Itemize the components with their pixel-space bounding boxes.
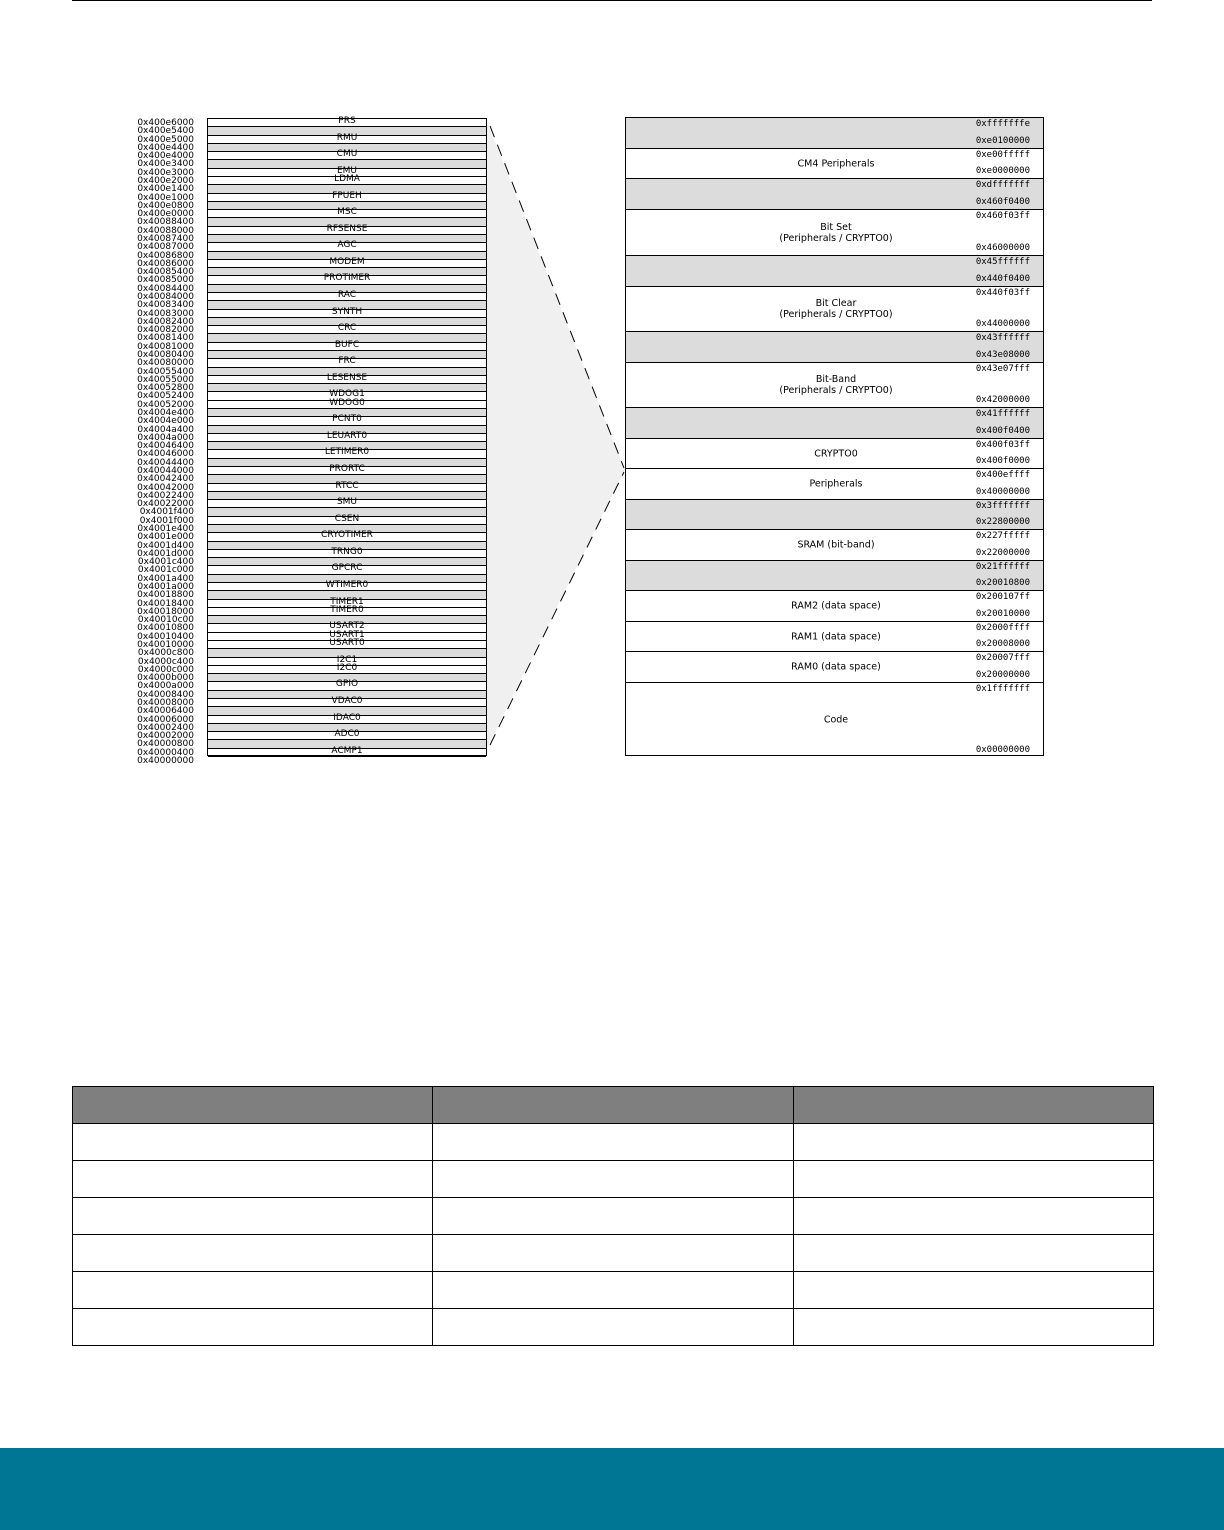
memory-region [626, 363, 1043, 408]
peripheral-address-label: 0x40018400 [137, 598, 194, 609]
memory-top-address: 0x400f03ff [975, 440, 1030, 450]
memory-bottom-address: 0x22800000 [975, 517, 1030, 527]
memory-region-label-line: SRAM (bit-band) [797, 539, 875, 551]
peripheral-label: VDAC0 [331, 696, 363, 706]
peripheral-address-label: 0x4001f400 [139, 507, 194, 518]
peripheral-address-label: 0x40086800 [137, 250, 194, 261]
memory-region-label-line: (Peripherals / CRYPTO0) [779, 309, 893, 320]
peripheral-address-label: 0x400e0000 [137, 209, 194, 220]
memory-top-address: 0x3fffffff [975, 501, 1030, 511]
peripheral-label: LETIMER0 [324, 447, 370, 458]
peripheral-label: USART1 [329, 629, 365, 640]
peripheral-label: RMU [336, 132, 358, 143]
peripheral-address-label: 0x40010800 [137, 623, 194, 634]
peripheral-address-label: 0x4004a400 [137, 424, 194, 435]
memory-gap [626, 179, 1043, 210]
memory-bottom-address: 0x00000000 [975, 745, 1030, 755]
memory-bottom-address: 0x42000000 [975, 395, 1030, 405]
memory-bottom-address: 0x20000000 [975, 670, 1030, 680]
memory-top-address: 0x200107ff [975, 592, 1030, 602]
memory-region [626, 591, 1043, 622]
table-cell [433, 1198, 794, 1235]
memory-region-label-line: Bit Clear [815, 298, 857, 309]
peripheral-address-label: 0x40044000 [137, 466, 194, 476]
peripheral-address-label: 0x40088400 [137, 217, 194, 228]
register-table [72, 1086, 1154, 1346]
peripheral-address-label: 0x40081000 [137, 341, 194, 352]
memory-region-label-line: CRYPTO0 [814, 448, 858, 459]
memory-bottom-address: 0x400f0400 [975, 426, 1030, 436]
peripheral-label: SYNTH [331, 306, 363, 317]
peripheral-label: GPCRC [331, 563, 363, 574]
table-cell [73, 1235, 433, 1272]
memory-bottom-address: 0xe0000000 [975, 166, 1030, 176]
memory-region-label-line: Bit Set [820, 221, 852, 233]
peripheral-address-label: 0x40042400 [137, 474, 194, 485]
peripheral-address-label: 0x40044400 [137, 457, 194, 468]
peripheral-address-label: 0x40018800 [137, 590, 194, 601]
memory-top-address: 0x21ffffff [975, 562, 1030, 572]
peripheral-address-label: 0x40087400 [137, 234, 194, 244]
peripheral-address-label: 0x4000c400 [137, 656, 194, 667]
footer-band [0, 1448, 1224, 1530]
peripheral-address-label: 0x400e3400 [137, 159, 194, 170]
peripheral-address-label: 0x4001a000 [137, 582, 194, 592]
system-memory-map [625, 117, 1044, 756]
peripheral-label: WDOG1 [329, 389, 365, 400]
peripheral-label: RFSENSE [326, 223, 368, 234]
peripheral-address-label: 0x40022400 [137, 490, 194, 501]
peripheral-address-label: 0x40082000 [137, 325, 194, 336]
peripheral-label: MSC [337, 207, 357, 218]
table-header-cell [794, 1087, 1154, 1124]
memory-gap [626, 256, 1043, 287]
memory-region-label-line: (Peripherals / CRYPTO0) [779, 232, 893, 244]
memory-region-label [626, 298, 1046, 320]
memory-top-address: 0x20007fff [975, 653, 1030, 663]
peripheral-label: PRS [338, 116, 356, 126]
peripheral-label: I2C1 [336, 654, 358, 665]
peripheral-address-label: 0x4001e400 [137, 524, 194, 534]
table-cell [794, 1124, 1154, 1161]
memory-region-label-line: Bit-Band [815, 374, 857, 385]
memory-bottom-address: 0x20008000 [975, 639, 1030, 649]
peripheral-address-label: 0x40080400 [137, 350, 194, 360]
memory-top-address: 0xe00fffff [975, 150, 1030, 160]
peripheral-address-label: 0x4001d000 [137, 548, 194, 559]
table-cell [794, 1198, 1154, 1235]
peripheral-label: ADC0 [334, 729, 360, 740]
peripheral-address-label: 0x40052000 [137, 399, 194, 410]
peripheral-address-label: 0x4004a000 [137, 432, 194, 443]
table-header-cell [433, 1087, 794, 1124]
memory-bottom-address: 0x20010800 [975, 578, 1030, 588]
peripheral-address-label: 0x40002400 [137, 722, 194, 733]
peripheral-label: USART2 [329, 621, 365, 632]
peripheral-address-label: 0x400e5400 [137, 126, 194, 137]
peripheral-address-label: 0x40018000 [137, 606, 194, 617]
peripheral-label: EMU [336, 165, 358, 176]
peripheral-address-label: 0x4000b000 [137, 673, 194, 684]
peripheral-label: I2C0 [336, 662, 358, 673]
memory-region-label-line: Code [823, 714, 849, 726]
memory-region-label [626, 222, 1046, 244]
memory-region [626, 149, 1043, 179]
peripheral-address-label: 0x40086000 [137, 258, 194, 269]
peripheral-label: RAC [337, 290, 357, 300]
peripheral-label: CRC [337, 323, 357, 334]
table-header-cell [73, 1087, 433, 1124]
peripheral-address-label: 0x40006000 [137, 714, 194, 725]
memory-top-address: 0x400effff [975, 470, 1030, 480]
peripheral-address-label: 0x4004e000 [137, 416, 194, 427]
memory-bottom-address: 0x22000000 [975, 548, 1030, 558]
memory-top-address: 0x460f03ff [975, 211, 1030, 221]
memory-region [626, 210, 1043, 256]
memory-bottom-address: 0x46000000 [975, 243, 1030, 253]
peripheral-label: BUFC [334, 339, 360, 350]
peripheral-address-label: 0x4001d400 [137, 540, 194, 551]
memory-region [626, 652, 1043, 683]
peripheral-address-label: 0x40082400 [137, 316, 194, 327]
memory-region-label-line: RAM1 (data space) [791, 631, 881, 642]
memory-region-label-line: RAM0 (data space) [791, 661, 881, 673]
peripheral-label: TIMER1 [330, 596, 364, 607]
peripheral-label: LEUART0 [326, 430, 368, 441]
memory-top-address: 0x440f03ff [975, 288, 1030, 298]
memory-top-address: 0x2000ffff [975, 623, 1030, 633]
peripheral-label: USART0 [329, 638, 365, 648]
memory-gap [626, 408, 1043, 439]
peripheral-address-label: 0x400e3000 [137, 167, 194, 178]
peripheral-address-label: 0x40000000 [137, 756, 194, 766]
peripheral-address-label: 0x40010c00 [137, 615, 194, 626]
peripheral-address-label: 0x40084400 [137, 283, 194, 294]
memory-top-address: 0x227fffff [975, 531, 1030, 541]
memory-top-address: 0x41ffffff [975, 409, 1030, 419]
peripheral-label: TRNG0 [331, 546, 363, 557]
peripheral-label: WDOG0 [329, 397, 365, 408]
memory-region [626, 287, 1043, 332]
table-cell [794, 1161, 1154, 1198]
memory-bottom-address: 0x40000000 [975, 487, 1030, 497]
peripheral-label: WTIMER0 [325, 580, 369, 590]
peripheral-address-label: 0x40088000 [137, 225, 194, 236]
peripheral-label: FPUEH [332, 190, 362, 201]
peripheral-address-label: 0x40000400 [137, 747, 194, 758]
memory-gap [626, 500, 1043, 530]
memory-region-label [626, 715, 1046, 726]
memory-top-address: 0x43ffffff [975, 333, 1030, 343]
table-row [73, 1235, 1154, 1272]
peripheral-address-label: 0x400e1000 [137, 192, 194, 203]
peripheral-label: ACMP1 [331, 745, 363, 756]
peripheral-address-label: 0x40046000 [137, 449, 194, 460]
peripheral-address-label: 0x40052800 [137, 383, 194, 394]
memory-region-label [626, 374, 1046, 396]
peripheral-address-label: 0x400e2000 [137, 176, 194, 186]
peripheral-address-label: 0x40008000 [137, 698, 194, 708]
peripheral-address-label: 0x40042000 [137, 482, 194, 493]
memory-bottom-address: 0x20010000 [975, 609, 1030, 619]
peripheral-address-label: 0x400e5000 [137, 134, 194, 145]
table-cell [73, 1124, 433, 1161]
peripheral-label: CSEN [334, 513, 360, 524]
memory-bottom-address: 0x43e08000 [975, 350, 1030, 360]
peripheral-address-label: 0x40084000 [137, 292, 194, 302]
table-row [73, 1198, 1154, 1235]
table-cell [794, 1235, 1154, 1272]
peripheral-address-label: 0x40022000 [137, 499, 194, 510]
table-cell [73, 1272, 433, 1309]
peripheral-address-label: 0x40087000 [137, 242, 194, 253]
peripheral-address-label: 0x4001e000 [137, 532, 194, 543]
memory-bottom-address: 0xe0100000 [975, 136, 1030, 146]
table-cell [73, 1309, 433, 1346]
peripheral-address-label: 0x40080000 [137, 358, 194, 369]
peripheral-address-label: 0x4001f000 [139, 515, 194, 526]
peripheral-address-label: 0x400e0800 [137, 200, 194, 211]
peripheral-address-label: 0x40055000 [137, 374, 194, 385]
peripheral-address-label: 0x4001c000 [137, 565, 194, 576]
memory-bottom-address: 0x440f0400 [975, 274, 1030, 284]
peripheral-address-label: 0x40081400 [137, 333, 194, 344]
peripheral-address-label: 0x400e1400 [137, 184, 194, 195]
table-cell [433, 1161, 794, 1198]
peripheral-address-label: 0x40052400 [137, 391, 194, 402]
table-cell [794, 1272, 1154, 1309]
table-cell [433, 1309, 794, 1346]
table-cell [73, 1161, 433, 1198]
peripheral-address-label: 0x400e4000 [137, 151, 194, 162]
peripheral-address-label: 0x4000c800 [137, 648, 194, 659]
peripheral-address-label: 0x40010000 [137, 640, 194, 650]
table-cell [433, 1235, 794, 1272]
peripheral-address-label: 0x40002000 [137, 731, 194, 742]
table-row [73, 1309, 1154, 1346]
table-cell [433, 1272, 794, 1309]
peripheral-address-label: 0x40083400 [137, 300, 194, 311]
peripheral-label: CMU [336, 149, 358, 160]
peripheral-label: RTCC [335, 480, 359, 491]
peripheral-address-label: 0x4000c000 [137, 664, 194, 675]
memory-bottom-address: 0x460f0400 [975, 197, 1030, 207]
peripheral-address-label: 0x4001a400 [137, 573, 194, 584]
peripheral-address-label: 0x40085000 [137, 275, 194, 286]
memory-top-address: 0xdfffffff [975, 180, 1030, 190]
peripheral-label: FRC [338, 356, 356, 367]
peripheral-label: PROTIMER [323, 273, 371, 284]
peripheral-address-label: 0x400e4400 [137, 142, 194, 153]
peripheral-address-label: 0x40006400 [137, 706, 194, 717]
memory-gap [626, 332, 1043, 363]
memory-region [626, 683, 1043, 757]
peripheral-label: CRYOTIMER [321, 530, 373, 541]
memory-top-address: 0xfffffffe [975, 119, 1030, 129]
memory-bottom-address: 0x400f0000 [975, 456, 1030, 466]
zoom-area [487, 122, 625, 748]
peripheral-address-label: 0x4004e400 [137, 408, 194, 418]
memory-region [626, 469, 1043, 500]
memory-bottom-address: 0x44000000 [975, 319, 1030, 329]
peripheral-address-label: 0x40000800 [137, 739, 194, 750]
peripheral-address-label: 0x40085400 [137, 267, 194, 278]
table-cell [433, 1124, 794, 1161]
peripheral-label: LDMA [334, 174, 360, 184]
peripheral-address-label: 0x4000a000 [137, 681, 194, 692]
memory-region-label-line: Peripherals [809, 478, 863, 490]
peripheral-address-label: 0x40008400 [137, 689, 194, 700]
memory-gap [626, 118, 1043, 149]
memory-top-address: 0x45ffffff [975, 257, 1030, 267]
table-row [73, 1161, 1154, 1198]
peripheral-label: SMU [336, 497, 358, 508]
peripheral-label: PCNT0 [332, 414, 362, 425]
memory-region-label-line: RAM2 (data space) [791, 600, 881, 612]
peripheral-address-label: 0x400e6000 [137, 118, 194, 128]
peripheral-label: LESENSE [326, 372, 368, 383]
memory-top-address: 0x1fffffff [975, 684, 1030, 694]
memory-gap [626, 561, 1043, 591]
memory-region-label-line: CM4 Peripherals [797, 158, 875, 169]
peripheral-label: TIMER0 [330, 604, 364, 615]
memory-top-address: 0x43e07fff [975, 364, 1030, 374]
peripheral-label: IDAC0 [333, 712, 361, 723]
memory-region [626, 530, 1043, 561]
peripheral-address-label: 0x40046400 [137, 441, 194, 452]
peripheral-label: MODEM [329, 256, 365, 267]
peripheral-address-label: 0x40055400 [137, 366, 194, 377]
peripheral-label: AGC [337, 240, 357, 251]
peripheral-address-label: 0x40083000 [137, 308, 194, 319]
table-row [73, 1272, 1154, 1309]
memory-region [626, 439, 1043, 469]
table-header-row [73, 1087, 1154, 1124]
peripheral-label: PRORTC [329, 464, 365, 474]
memory-region-label-line: (Peripherals / CRYPTO0) [779, 385, 893, 396]
peripheral-label: GPIO [335, 679, 359, 690]
peripheral-address-label: 0x40010400 [137, 631, 194, 642]
memory-region [626, 622, 1043, 652]
table-cell [794, 1309, 1154, 1346]
table-row [73, 1124, 1154, 1161]
table-cell [73, 1198, 433, 1235]
peripheral-address-label: 0x4001c400 [137, 557, 194, 568]
